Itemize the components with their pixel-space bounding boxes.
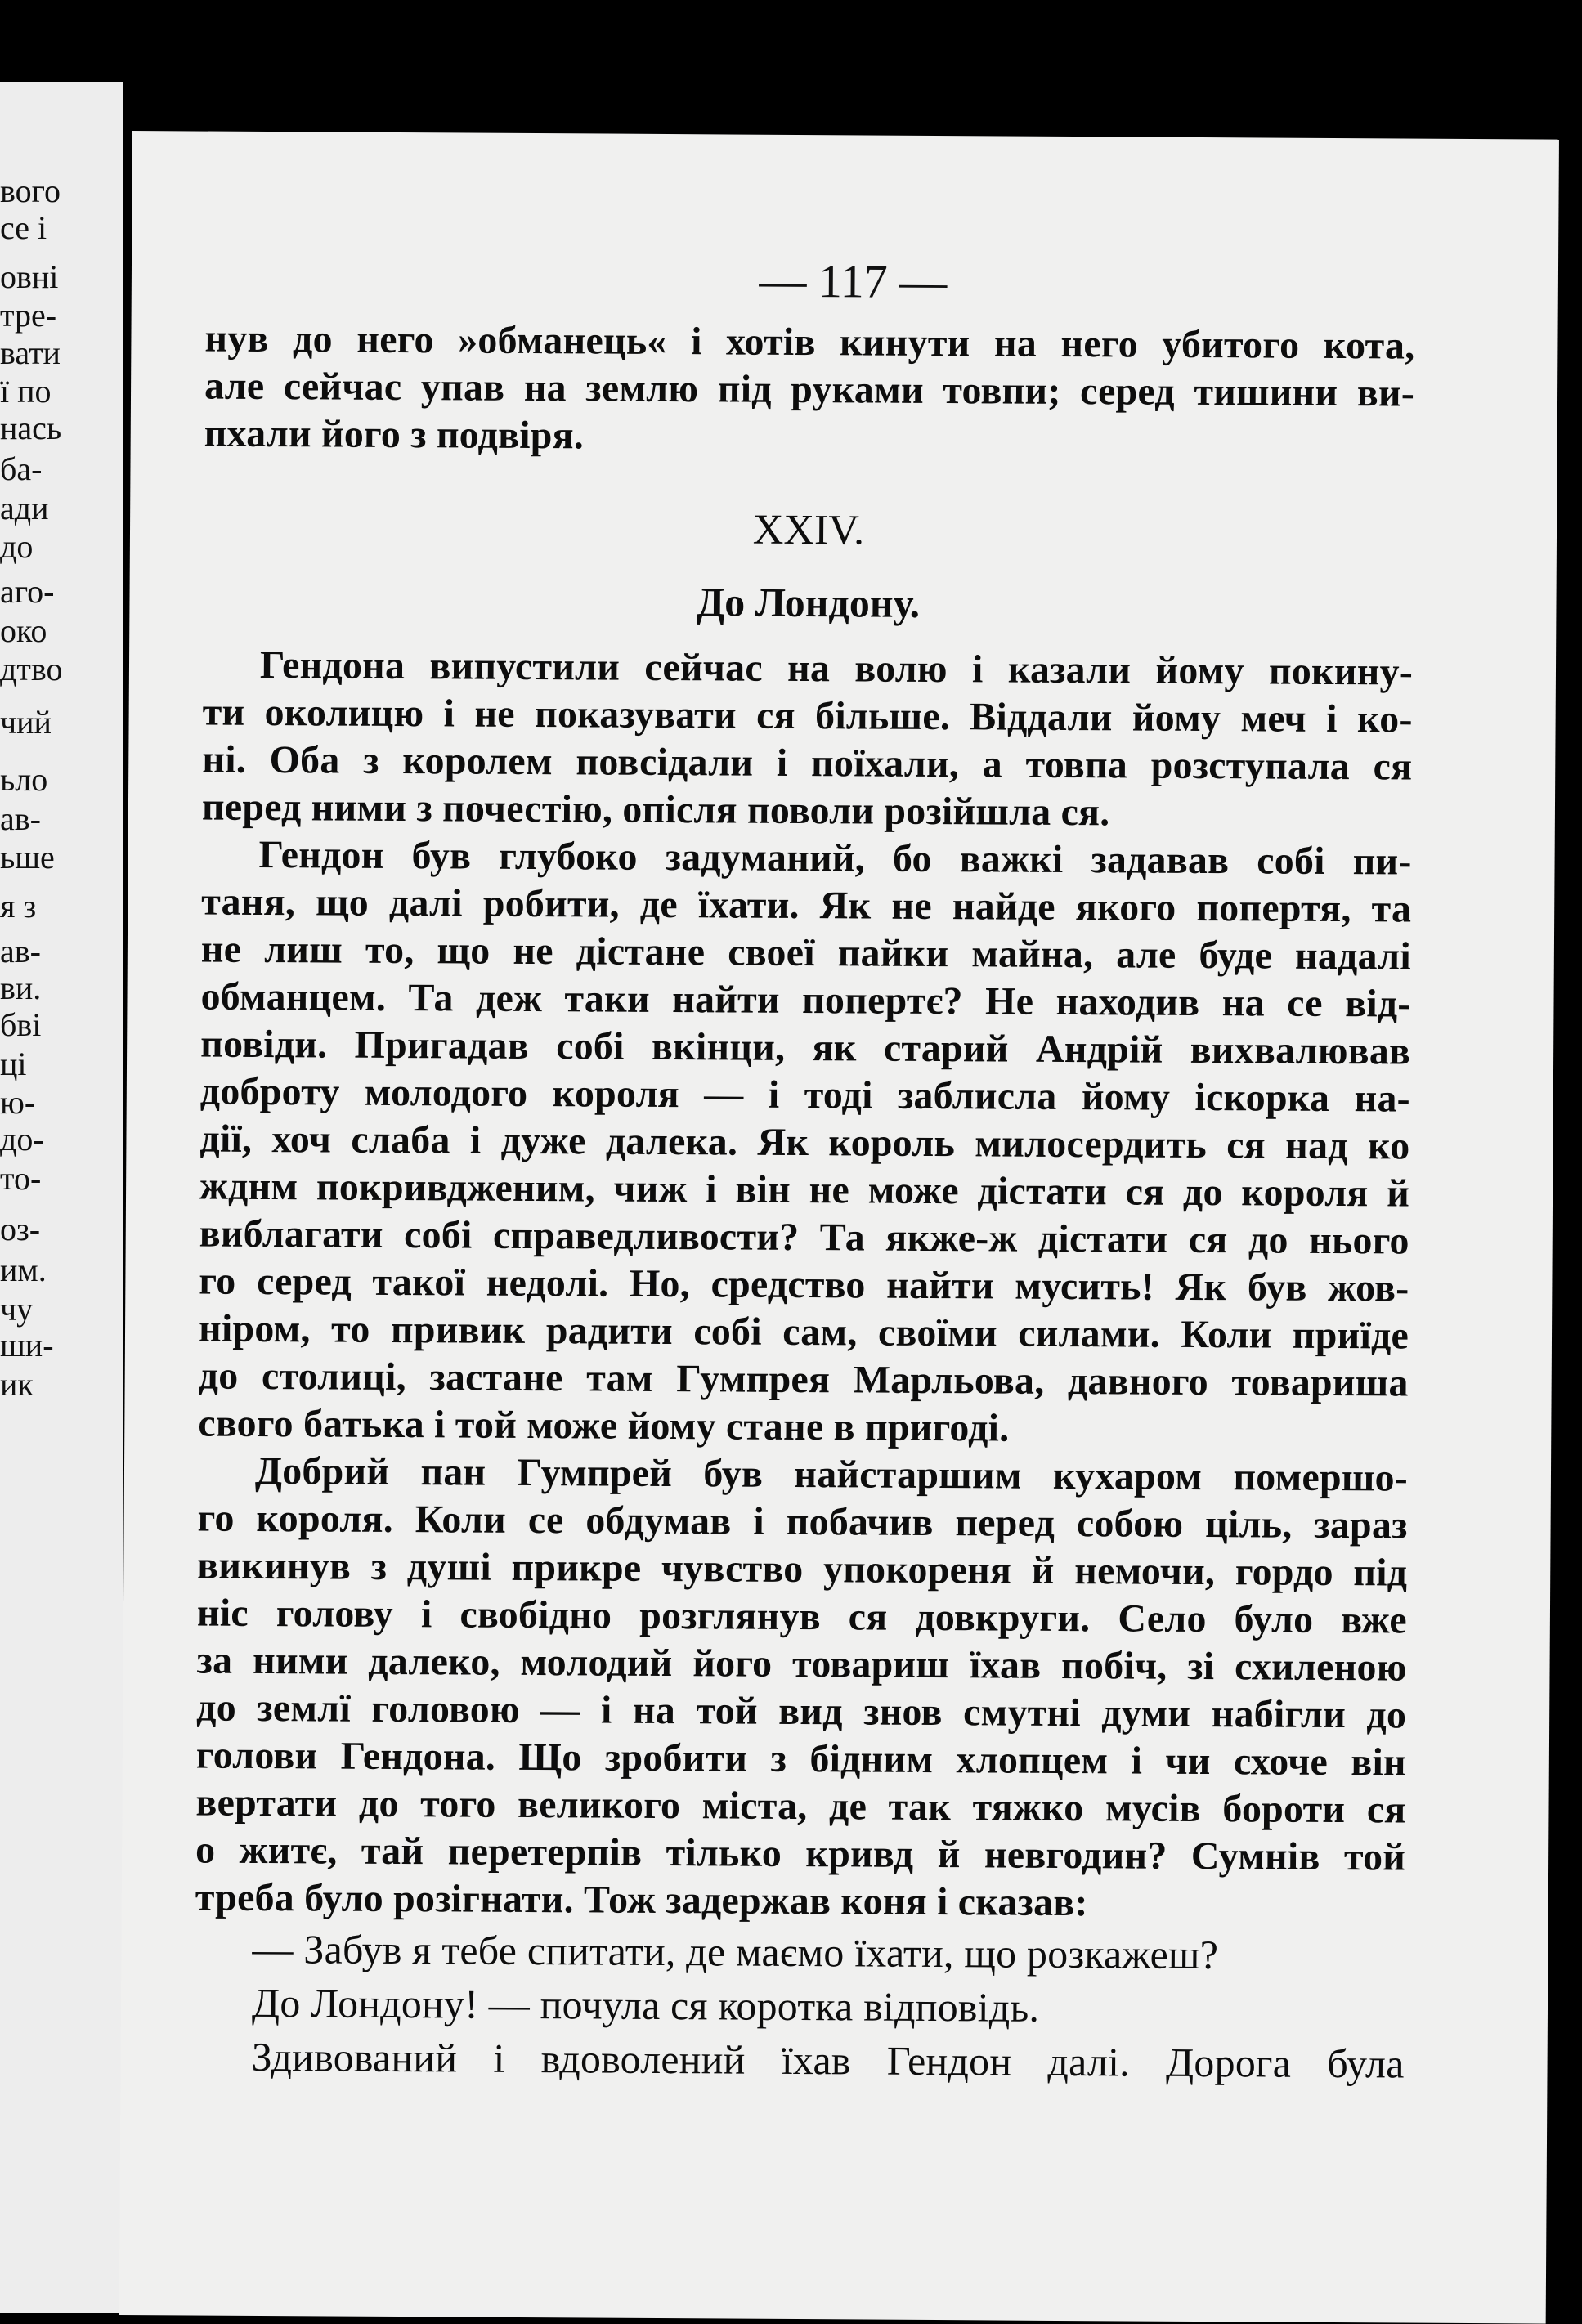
dialogue-line: До Лондону! — почула ся коротка відповідь. [251, 1979, 1040, 2031]
opening-paragraph [204, 316, 1415, 465]
book-page [119, 131, 1559, 2324]
fragment-text: я з [0, 888, 37, 925]
fragment-text: ї по [0, 373, 52, 410]
paragraph [195, 1448, 1409, 1929]
text-line: ніром, то привик радити собі сам, своїми силами. Коли приїде [198, 1306, 1409, 1358]
text-line: ніс голову і свобідно розглянув ся довкруги. Село було вже [196, 1591, 1408, 1642]
fragment-text: вати [0, 334, 61, 371]
fragment-text: им. [0, 1252, 47, 1288]
fragment-text: ши- [0, 1327, 54, 1364]
text-line: голови Гендона. Що зробити з бідним хлопцем і чи схоче він [195, 1733, 1406, 1784]
fragment-text: ав- [0, 800, 41, 837]
fragment-text: то- [0, 1160, 42, 1197]
text-line: Здивований і вдоволений їхав Гендон далі. Дорога була [251, 2033, 1405, 2087]
paragraph [198, 831, 1412, 1455]
text-line: треба було розігнати. Тож задержав коня і сказав: [195, 1875, 1088, 1925]
text-line: але сейчас упав на землю під руками товпи; серед тишини ви- [204, 364, 1415, 415]
text-line: жднм покривдженим, чиж і він не може дістати ся до короля й [199, 1164, 1410, 1216]
text-line: дії, хоч слаба і дуже далека. Як король милосердить ся над ко [199, 1117, 1410, 1168]
fragment-text: ю- [0, 1084, 36, 1121]
chapter-number: XXIV. [752, 506, 865, 554]
text-line: го короля. Коли се обдумав і побачив перед собою ціль, зараз [197, 1496, 1408, 1547]
text-line: Добрий пан Гумпрей був найстаршим кухаром помершо- [254, 1449, 1409, 1500]
text-line: перед ними з почестію, опісля поволи розійшла ся. [201, 785, 1110, 835]
fragment-text: до [0, 528, 34, 565]
text-line: викинув з душі прикре чувство упокореня й немочи, гордо під [197, 1543, 1408, 1595]
text-line: нув до него »обманець« і хотів кинути на него убитого кота, [204, 316, 1415, 368]
text-line: не лиш то, що не дістане своеї пайки майна, але буде надалі [200, 927, 1412, 978]
text-line: виблагати собі справедливости? Та якже-ж дістати ся до нього [199, 1211, 1409, 1263]
text-line: о житє, тай перетерпів тілько кривд й невгодин? Сумнів той [195, 1828, 1406, 1879]
fragment-text: бві [0, 1006, 42, 1043]
fragment-text: нась [0, 410, 62, 446]
fragment-text: до- [0, 1121, 44, 1158]
text-line: Гендона випустили сейчас на волю і казали йому покину- [259, 643, 1414, 694]
text-line: пхали його з подвіря. [204, 411, 585, 458]
fragment-text: вого [0, 172, 61, 209]
fragment-text: ади [0, 490, 49, 526]
fragment-text: чий [0, 704, 52, 741]
fragment-text: ви. [0, 969, 42, 1006]
text-line: за ними далеко, молодий його товариш їхав побіч, зі схиленою [196, 1638, 1407, 1690]
fragment-text: се і [0, 209, 47, 246]
fragment-text: тре- [0, 297, 57, 334]
text-line: Гендон був глубоко задуманий, бо важкі задавав собі пи- [258, 832, 1412, 884]
page-text [194, 316, 1414, 2091]
text-line: до столиці, застане там Гумпрея Марльова, давного товариша [198, 1354, 1409, 1405]
text-line: го серед такої недолі. Но, средство найти мусить! Як був жов- [199, 1259, 1409, 1310]
text-line: обманцем. Та деж таки найти попертє? Не находив на се від- [200, 974, 1411, 1026]
fragment-text: ик [0, 1366, 34, 1403]
chapter-body [195, 642, 1414, 1929]
dialogue-line: — Забув я тебе спитати, де маємо їхати, що розкажеш? [252, 1925, 1219, 1978]
text-line: доброту молодого короля — і тоді заблисла йому іскорка на- [199, 1069, 1410, 1121]
adjacent-page-fragment [0, 82, 123, 2313]
text-line: вертати до того великого міста, де так тяжко мусів бороти ся [195, 1780, 1406, 1832]
fragment-text: чу [0, 1291, 34, 1328]
fragment-text: дтво [0, 651, 63, 687]
text-line: ні. Оба з королем повсідали і поїхали, а товпа розступала ся [202, 737, 1413, 789]
fragment-text: аго- [0, 573, 55, 610]
fragment-text: око [0, 612, 47, 649]
paragraph [202, 642, 1413, 839]
text-line: ти околицю і не показувати ся більше. Віддали йому меч і ко- [202, 690, 1413, 741]
fragment-text: оз- [0, 1211, 41, 1247]
text-line: таня, що далі робити, де їхати. Як не найде якого попертя, та [201, 880, 1412, 931]
fragment-text: ці [0, 1046, 27, 1082]
chapter-title: До Лондону. [696, 579, 921, 626]
dialogue-block [194, 1922, 1405, 2091]
fragment-text: ьше [0, 839, 55, 875]
text-line: повіди. Пригадав собі вкінци, як старий Андрій вихвалював [200, 1022, 1411, 1073]
fragment-text: ав- [0, 933, 41, 969]
fragment-text: ьло [0, 761, 48, 798]
text-line: свого батька і той може йому стане в пригоді. [198, 1401, 1010, 1450]
text-line: до землї головою — і на той вид знов смутні думи набігли до [196, 1686, 1407, 1737]
fragment-text: овні [0, 258, 59, 295]
page-number: — 117 — [759, 253, 948, 309]
fragment-text: ба- [0, 450, 43, 487]
